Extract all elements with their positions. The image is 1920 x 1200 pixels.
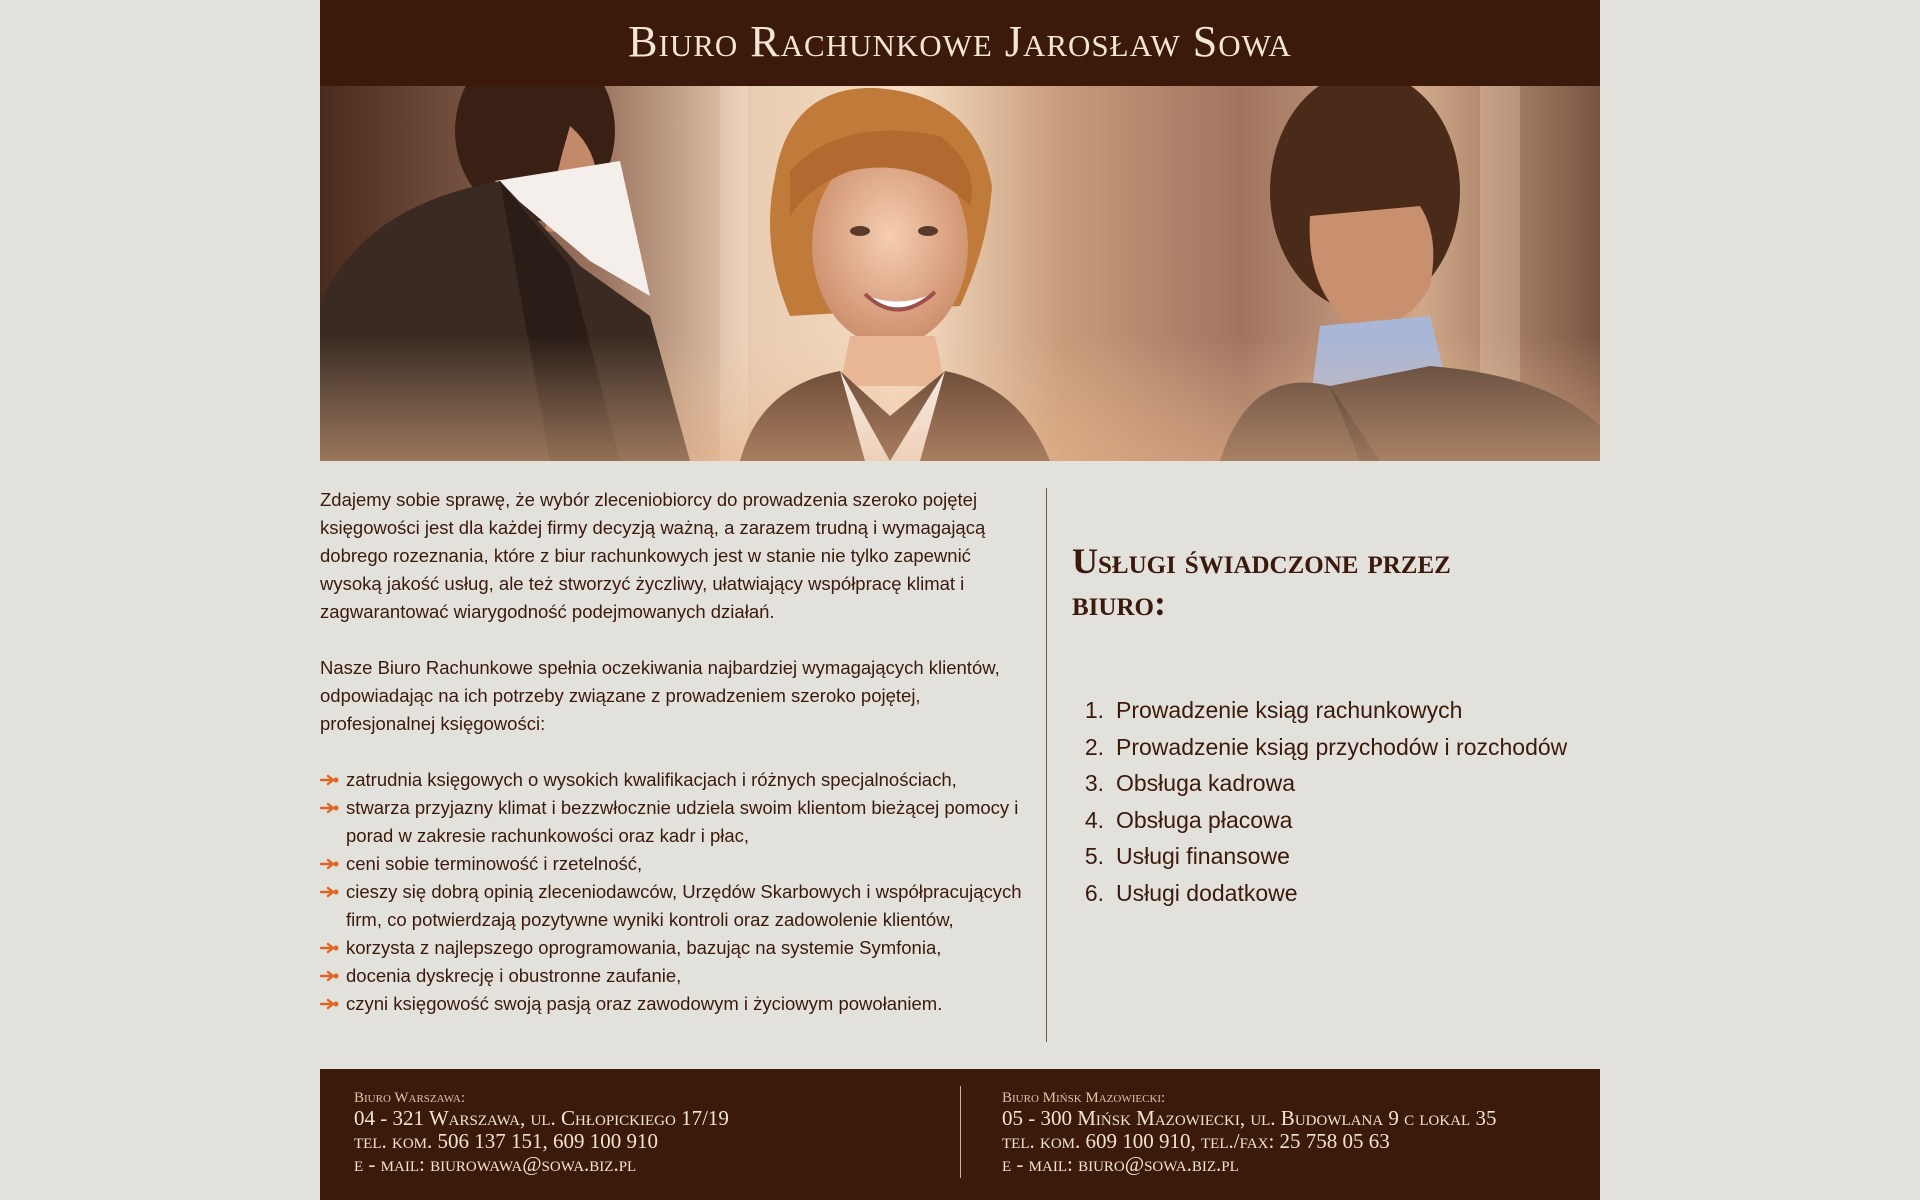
office-email[interactable]: e - mail: biurowawa@sowa.biz.pl xyxy=(354,1152,637,1176)
service-number: 2. xyxy=(1084,733,1104,760)
arrow-bullet-icon xyxy=(320,802,340,814)
feature-text: ceni sobie terminowość i rzetelność, xyxy=(346,853,643,874)
service-number: 1. xyxy=(1084,697,1104,723)
office-address: 04 - 321 Warszawa, ul. Chłopickiego 17/19 xyxy=(354,1106,729,1130)
service-item xyxy=(1072,765,1600,802)
service-item xyxy=(1072,875,1600,912)
feature-text: stwarza przyjazny klimat i bezzwłocznie udziela swoim klientom bieżącej pomocy i porad w zakresie rachunkowości oraz kadr i płac, xyxy=(346,797,1019,846)
site-footer xyxy=(320,1069,1600,1200)
service-number: 3. xyxy=(1084,770,1104,796)
service-item xyxy=(1072,692,1600,729)
service-label: Usługi finansowe xyxy=(1116,843,1290,869)
service-item xyxy=(1072,729,1600,766)
service-label: Usługi dodatkowe xyxy=(1116,879,1298,906)
service-number: 6. xyxy=(1084,879,1104,906)
services-list xyxy=(1072,692,1600,911)
intro-paragraph-2: Nasze Biuro Rachunkowe spełnia oczekiwania najbardziej wymagających klientów, odpowiadając na ich potrzeby związane z prowadzeniem szeroko pojętej, profesjonalnej księgowości: xyxy=(320,657,1000,734)
office-warszawa xyxy=(354,1089,729,1176)
arrow-bullet-icon xyxy=(320,970,340,982)
service-number: 4. xyxy=(1084,806,1104,833)
site-header xyxy=(320,0,1600,86)
feature-item xyxy=(320,766,1035,794)
office-phone: tel. kom. 609 100 910, tel./fax: 25 758 05 63 xyxy=(1002,1129,1390,1153)
feature-item xyxy=(320,850,1035,878)
office-minsk xyxy=(1002,1089,1496,1176)
service-label: Prowadzenie ksiąg przychodów i rozchodów xyxy=(1116,733,1568,760)
service-item xyxy=(1072,838,1600,875)
office-phone: tel. kom. 506 137 151, 609 100 910 xyxy=(354,1129,658,1153)
arrow-bullet-icon xyxy=(320,942,340,954)
site-title: Biuro Rachunkowe Jarosław Sowa xyxy=(628,16,1292,66)
feature-item xyxy=(320,962,1035,990)
feature-text: cieszy się dobrą opinią zleceniodawców, Urzędów Skarbowych i współpracujących firm, co potwierdzają pozytywne wyniki kontroli oraz zadowolenie klientów, xyxy=(346,881,1022,930)
arrow-bullet-icon xyxy=(320,998,340,1010)
feature-text: zatrudnia księgowych o wysokich kwalifikacjach i różnych specjalnościach, xyxy=(346,769,957,790)
services-heading: Usługi świadczone przez biuro: xyxy=(1072,541,1451,623)
feature-text: docenia dyskrecję i obustronne zaufanie, xyxy=(346,965,682,986)
office-email[interactable]: e - mail: biuro@sowa.biz.pl xyxy=(1002,1152,1239,1176)
feature-item xyxy=(320,990,1035,1018)
service-label: Prowadzenie ksiąg rachunkowych xyxy=(1116,697,1463,723)
arrow-bullet-icon xyxy=(320,858,340,870)
hero-image xyxy=(320,86,1600,461)
service-label: Obsługa płacowa xyxy=(1116,806,1293,833)
column-divider xyxy=(1046,488,1047,1042)
intro-section xyxy=(320,486,1035,1018)
service-number: 5. xyxy=(1084,843,1104,869)
page xyxy=(320,0,1600,1200)
feature-item xyxy=(320,934,1035,962)
arrow-bullet-icon xyxy=(320,886,340,898)
office-label: Biuro Warszawa: xyxy=(354,1090,465,1106)
features-list xyxy=(320,766,1035,1018)
arrow-bullet-icon xyxy=(320,774,340,786)
services-section xyxy=(1072,540,1600,911)
service-item xyxy=(1072,802,1600,839)
office-address: 05 - 300 Mińsk Mazowiecki, ul. Budowlana 9 c lokal 35 xyxy=(1002,1106,1497,1130)
feature-item xyxy=(320,794,1035,850)
feature-item xyxy=(320,878,1035,934)
intro-paragraph-1: Zdajemy sobie sprawę, że wybór zleceniobiorcy do prowadzenia szeroko pojętej księgowości jest dla każdej firmy decyzją ważną, a zarazem trudną i wymagającą dobrego rozeznania, które z biur rachunkowych jest w stanie nie tylko zapewnić wysoką jakość usług, ale też stworzyć życzliwy, ułatwiający współpracę klimat i zagwarantować wiarygodność podejmowanych działań. xyxy=(320,489,986,622)
service-label: Obsługa kadrowa xyxy=(1116,770,1295,796)
footer-divider xyxy=(960,1086,961,1178)
feature-text: czyni księgowość swoją pasją oraz zawodowym i życiowym powołaniem. xyxy=(346,993,943,1014)
office-label: Biuro Mińsk Mazowiecki: xyxy=(1002,1090,1166,1106)
feature-text: korzysta z najlepszego oprogramowania, bazując na systemie Symfonia, xyxy=(346,937,942,958)
